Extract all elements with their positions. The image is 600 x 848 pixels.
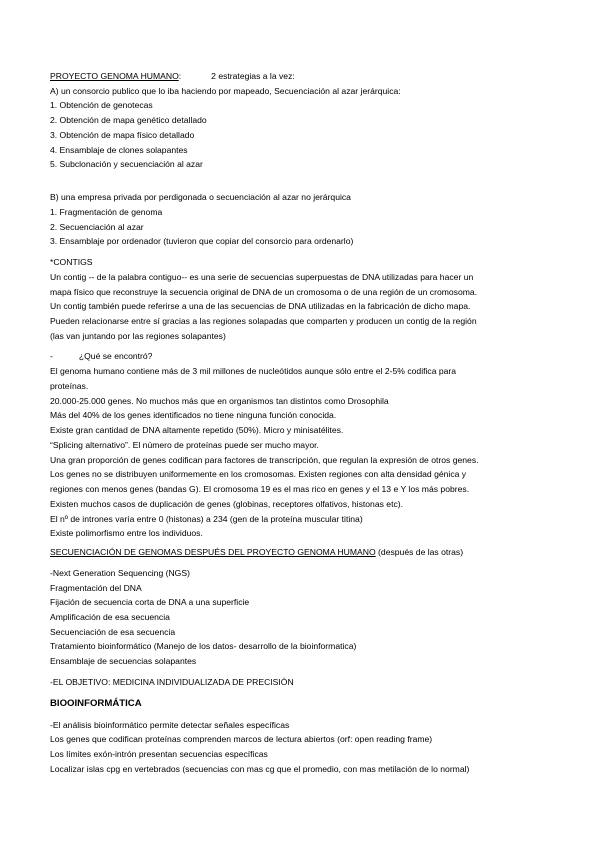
found-line: Más del 40% de los genes identificados no tiene ninguna función conocida. — [50, 410, 337, 421]
project-title-colon: : — [178, 71, 182, 81]
after-line: Fragmentación del DNA — [50, 582, 142, 593]
bioinformatics-heading: BIOOINFORMÁTICA — [50, 697, 142, 709]
after-line: Fijación de secuencia corta de DNA a una superficie — [50, 597, 250, 608]
after-heading-line — [50, 547, 550, 558]
found-line: Existe gran cantidad de DNA altamente repetido (50%). Micro y minisatélites. — [50, 425, 344, 436]
strategy-b-item: 1. Fragmentación de genoma — [50, 206, 163, 217]
strategy-a-item: 2. Obtención de mapa genético detallado — [50, 115, 207, 126]
bioinformatics-line: Localizar islas cpg en vertebrados (secuencias con mas cg que el promedio, con mas metilación de lo normal) — [50, 763, 470, 774]
found-line: Los genes no se distribuyen uniformemente en los cromosomas. Existen regiones con alta densidad génica y — [50, 469, 467, 480]
found-line: regiones con menos genes (bandas G). El cromosoma 19 es el mas rico en genes y el 13 e Y los más pobres. — [50, 484, 470, 495]
after-line: Ensamblaje de secuencias solapantes — [50, 656, 197, 667]
found-bullet: - — [50, 351, 53, 362]
contigs-line: Un contig -- de la palabra contiguo-- es una serie de secuencias superpuestas de DNA utilizadas para hacer un — [50, 271, 474, 282]
after-line: Amplificación de esa secuencia — [50, 611, 170, 622]
strategy-a-item: 3. Obtención de mapa físico detallado — [50, 129, 195, 140]
project-title: PROYECTO GENOMA HUMANO — [50, 71, 179, 81]
found-line: Existen muchos casos de duplicación de genes (globinas, receptores olfativos, histonas etc). — [50, 498, 404, 509]
found-heading: ¿Qué se encontró? — [78, 351, 153, 362]
bioinformatics-line: Los límites exón-intrón presentan secuencias específicas — [50, 749, 268, 760]
bioinformatics-line: -El análisis bioinformático permite detectar señales específicas — [50, 719, 290, 730]
strategy-a-item: 1. Obtención de genotecas — [50, 100, 153, 111]
found-heading-line — [50, 351, 550, 362]
after-line: Secuenciación de esa secuencia — [50, 626, 176, 637]
after-line: Tratamiento bioinformático (Manejo de los datos- desarrollo de la bioinformatica) — [50, 641, 357, 652]
objective-line: -EL OBJETIVO: MEDICINA INDIVIDUALIZADA DE PRECISIÓN — [50, 676, 294, 687]
project-title-line — [50, 71, 550, 82]
strategy-b-intro: B) una empresa privada por perdigonada o secuenciación al azar no jerárquica — [50, 192, 351, 203]
found-line: El genoma humano contiene más de 3 mil millones de nucleótidos aunque sólo entre el 2-5% codifica para — [50, 366, 457, 377]
found-line: Existe polimorfismo entre los individuos. — [50, 528, 203, 539]
strategies-note: 2 estrategias a la vez: — [211, 71, 295, 81]
bioinformatics-line: Los genes que codifican proteínas comprenden marcos de lectura abiertos (orf: open reading frame) — [50, 734, 433, 745]
strategy-b-item: 3. Ensamblaje por ordenador (tuvieron que copiar del consorcio para ordenarlo) — [50, 236, 354, 247]
found-line: proteínas. — [50, 380, 89, 391]
found-line: Una gran proporción de genes codifican para factores de transcripción, que regulan la expresión de otros genes. — [50, 454, 479, 465]
found-line: El nº de intrones varía entre 0 (histonas) a 234 (gen de la proteína muscular titina) — [50, 513, 363, 524]
contigs-line: Un contig también puede referirse a una de las secuencias de DNA utilizadas en la fabricación de dicho mapa. — [50, 301, 471, 312]
strategy-a-item: 5. Subclonación y secuenciación al azar — [50, 159, 203, 170]
found-line: 20.000-25.000 genes. No muchos más que en organismos tan distintos como Drosophila — [50, 395, 389, 406]
after-line: -Next Generation Sequencing (NGS) — [50, 567, 190, 578]
strategy-b-item: 2. Secuenciación al azar — [50, 221, 144, 232]
contigs-line: mapa físico que reconstruye la secuencia original de DNA de un cromosoma o de una región de un cromosoma. — [50, 286, 478, 297]
strategy-a-item: 4. Ensamblaje de clones solapantes — [50, 144, 188, 155]
found-line: “Splicing alternativo”. El número de proteínas puede ser mucho mayor. — [50, 439, 319, 450]
contigs-line: (las van juntando por las regiones solapantes) — [50, 330, 226, 341]
contigs-line: Pueden relacionarse entre sí gracias a las regiones solapadas que comparten y producen un contig de la región — [50, 316, 477, 327]
strategy-a-intro: A) un consorcio publico que lo iba haciendo por mapeado, Secuenciación al azar jerárquica: — [50, 85, 401, 96]
contigs-heading: *CONTIGS — [50, 257, 93, 268]
after-heading-suffix: (después de las otras) — [375, 547, 464, 558]
after-heading: SECUENCIACIÓN DE GENOMAS DESPUÉS DEL PROYECTO GENOMA HUMANO — [50, 547, 376, 558]
